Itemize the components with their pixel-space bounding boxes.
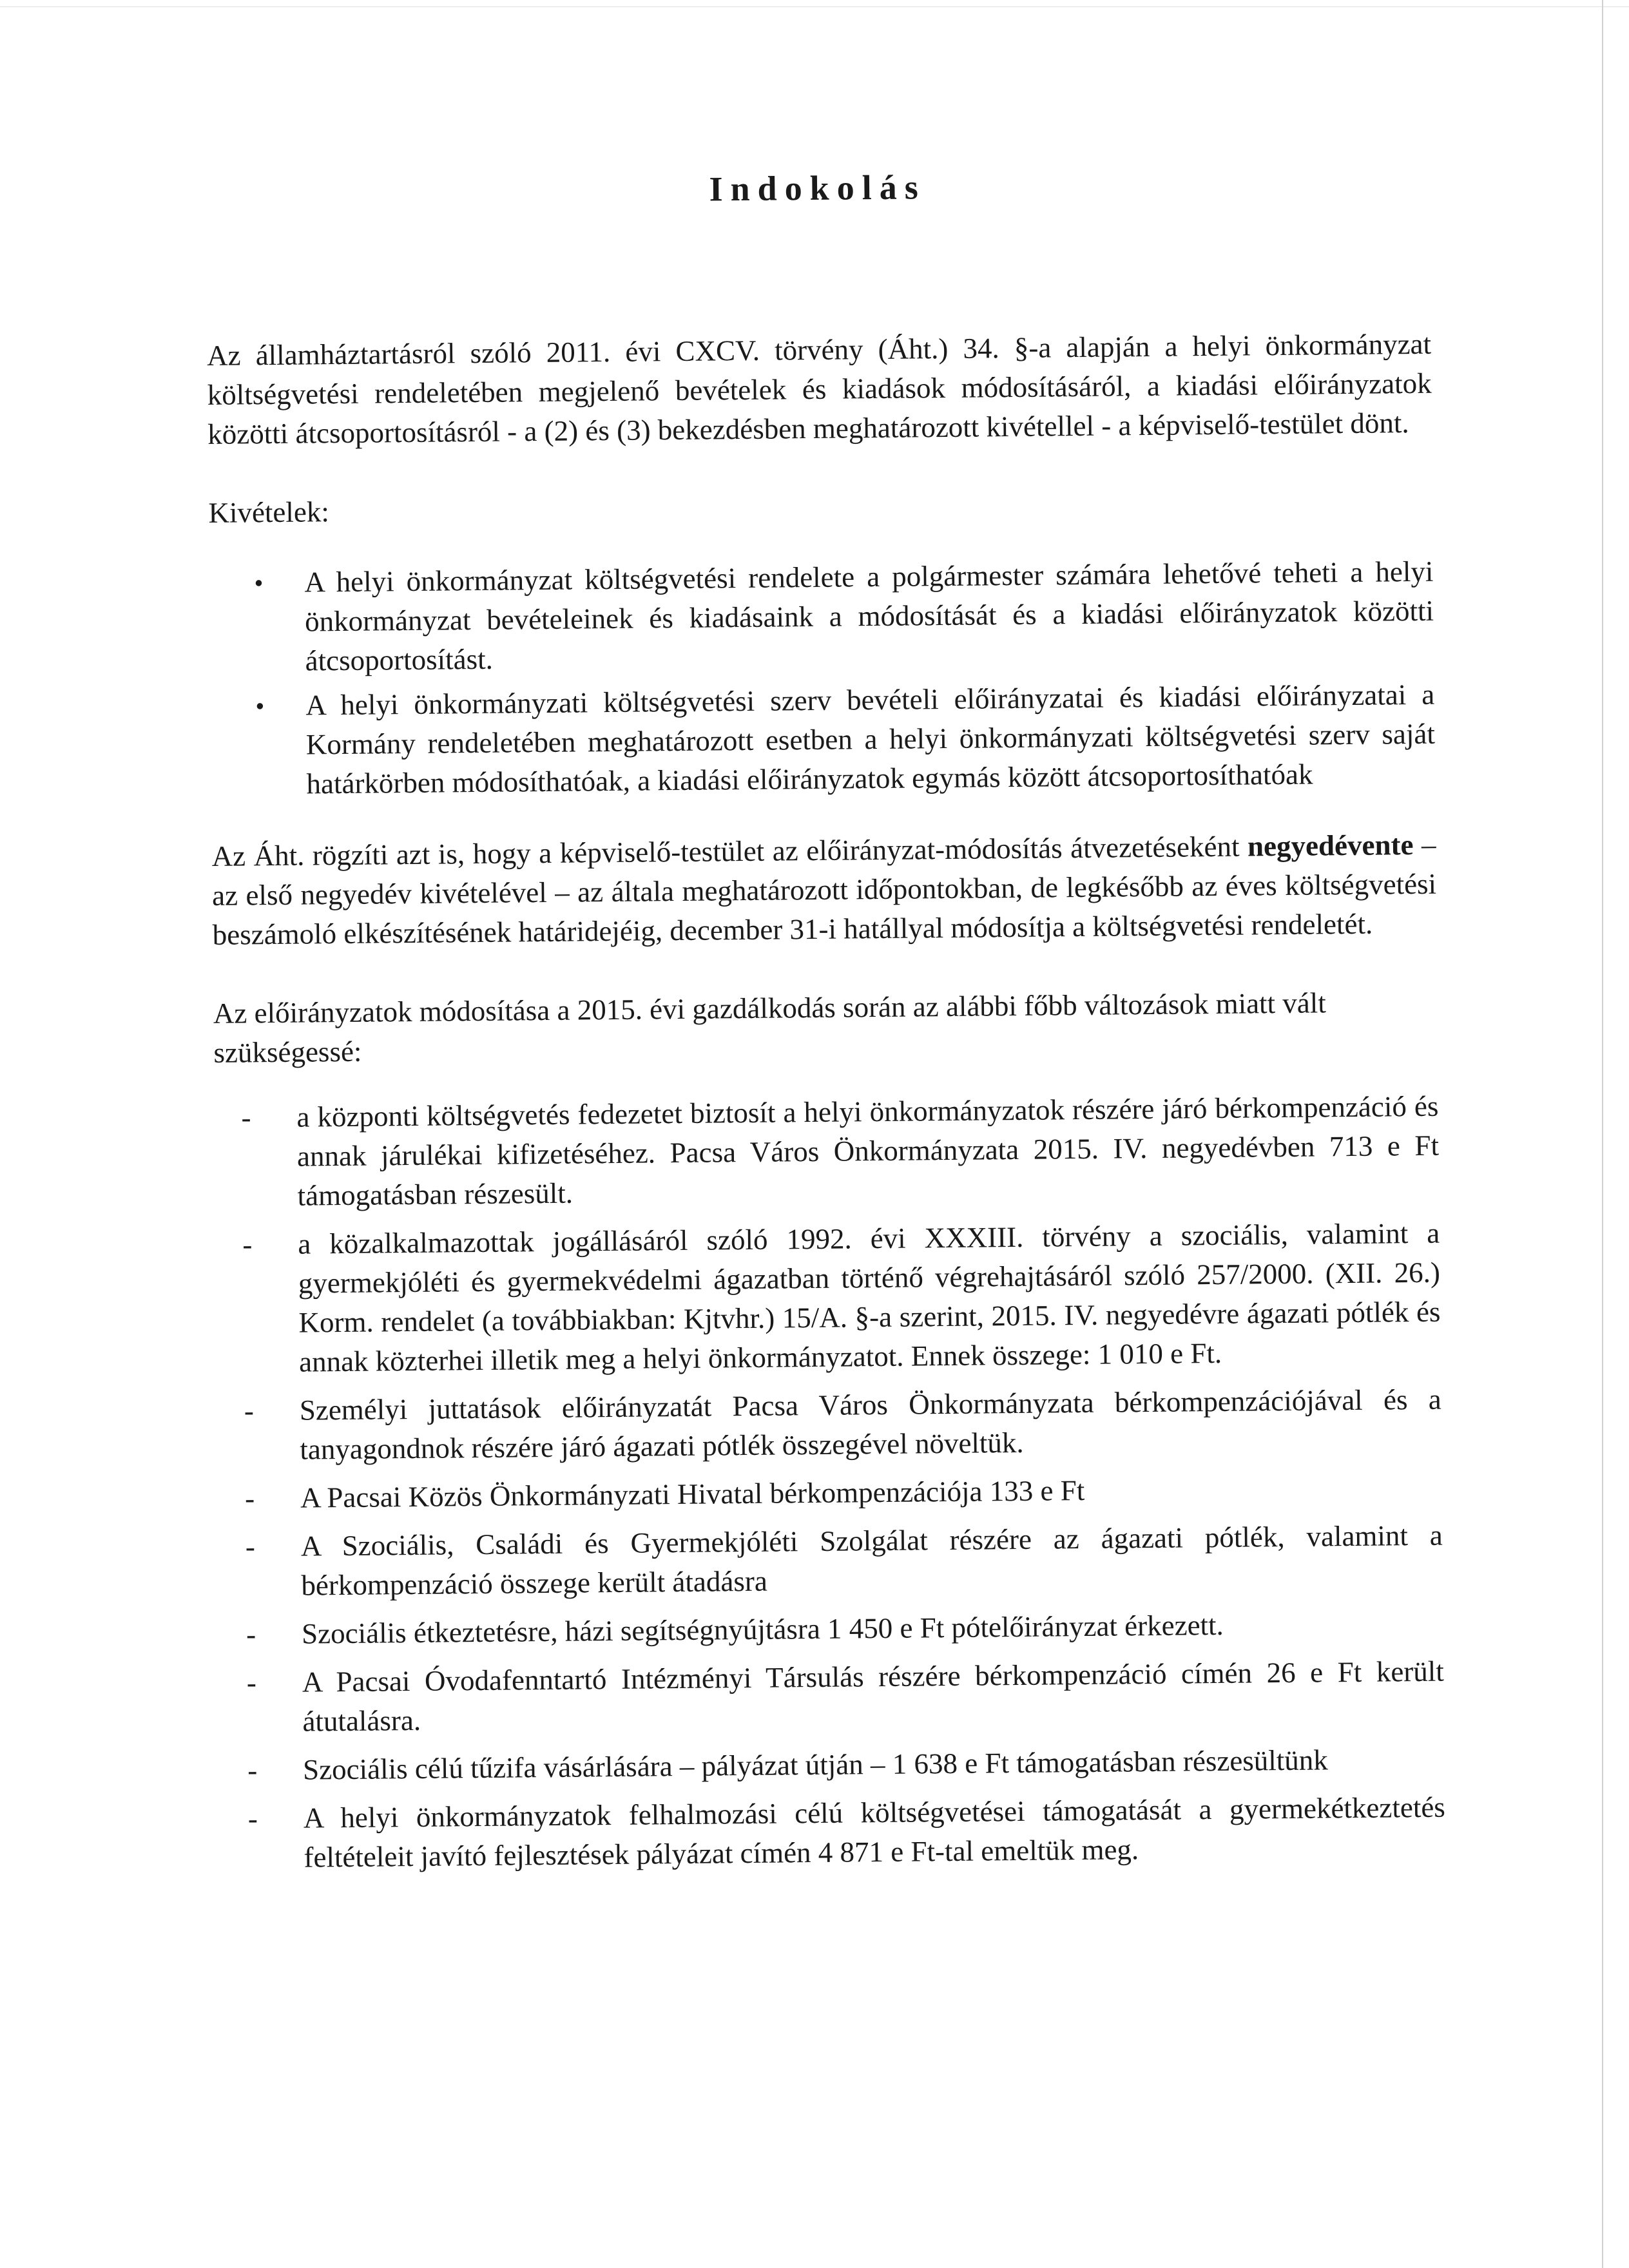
change-text: a közalkalmazottak jogállásáról szóló 1992. évi XXXIII. törvény a szociális, valamint a gyermekjóléti és gyermekvédelmi ágazatban történő végrehajtásáról szóló 257/2000. (XII. 26.) Korm. rendelet (a továbbiakban: Kjtvhr.) 15/A. §-a szerint, 2015. IV. negyedévre ágazati pótlék és annak közterhei illetik meg a helyi önkormányzatot. Ennek összege: 1 010 e Ft. <box>298 1216 1441 1378</box>
list-item <box>215 1214 1441 1383</box>
list-item <box>220 1652 1445 1742</box>
scan-edge-top <box>0 6 1629 7</box>
changes-list <box>214 1087 1446 1878</box>
dash-marker: - <box>241 1101 251 1134</box>
list-item <box>209 552 1434 682</box>
exceptions-label: Kivételek: <box>208 495 330 529</box>
list-item <box>214 1087 1440 1216</box>
list-item <box>218 1468 1442 1519</box>
change-text: A Pacsai Közös Önkormányzati Hivatal bérkompenzációja 133 e Ft <box>300 1474 1085 1514</box>
bullet-marker: • <box>254 568 264 598</box>
quarterly-text-before: Az Áht. rögzíti azt is, hogy a képviselő-testület az előirányzat-módosítás átvezetéseként <box>211 830 1248 872</box>
quarterly-text-after: – az első negyedév kivételével – az általa meghatározott időpontokban, de legkésőbb az éves költségvetési beszámoló elkészítésének határidejéig, december 31-i hatállyal módosítja a költségvetési rendeletét. <box>211 828 1437 951</box>
quarterly-bold-term: negyedévente <box>1247 829 1414 863</box>
dash-marker: - <box>246 1618 256 1651</box>
change-text: a központi költségvetés fedezetet biztosít a helyi önkormányzatok részére járó bérkompenzáció és annak járulékai kifizetéséhez. Pacsa Város Önkormányzata 2015. IV. negyedévben 713 e Ft támogatásban részesült. <box>296 1090 1440 1212</box>
list-item <box>217 1380 1442 1470</box>
change-text: A Szociális, Családi és Gyermekjóléti Szolgálat részére az ágazati pótlék, valamint a bérkompenzáció összege került átadásra <box>300 1519 1443 1602</box>
dash-marker: - <box>247 1754 258 1787</box>
list-item <box>219 1604 1443 1655</box>
change-text: Személyi juttatások előirányzatát Pacsa Város Önkormányzata bérkompenzációjával és a tanyagondnok részére járó ágazati pótlék összegével növeltük. <box>299 1383 1441 1466</box>
document-body <box>205 137 1446 1887</box>
dash-marker: - <box>247 1802 258 1835</box>
scan-edge-right <box>1602 0 1603 2268</box>
exceptions-list <box>209 552 1436 805</box>
bullet-marker: • <box>255 691 265 721</box>
quarterly-paragraph <box>211 825 1437 955</box>
change-text: Szociális célú tűzifa vásárlására – pályázat útján – 1 638 e Ft támogatásban részesültünk <box>302 1744 1329 1786</box>
intro-paragraph: Az államháztartásról szóló 2011. évi CXCV. törvény (Áht.) 34. §-a alapján a helyi önkormányzat költségvetési rendeletében megjelenő bevételek és kiadások módosításáról, a kiadási előirányzatok közötti átcsoportosításról - a (2) és (3) bekezdésben meghatározott kivétellel - a képviselő-testület dönt. <box>206 327 1432 450</box>
list-item <box>220 1740 1445 1791</box>
document-title: Indokolás <box>709 168 926 209</box>
dash-marker: - <box>246 1666 257 1699</box>
change-text: A helyi önkormányzatok felhalmozási célú költségvetései támogatását a gyermekétkeztetés feltételeit javító fejlesztések pályázat címén 4 871 e Ft-tal emeltük meg. <box>303 1791 1446 1874</box>
dash-marker: - <box>242 1228 253 1261</box>
dash-marker: - <box>245 1530 256 1563</box>
changes-intro-paragraph: Az előirányzatok módosítása a 2015. évi gazdálkodás során az alábbi főbb változások miatt vált szükségessé: <box>213 986 1327 1069</box>
change-text: Szociális étkeztetésre, házi segítségnyújtásra 1 450 e Ft pótelőirányzat érkezett. <box>301 1608 1224 1650</box>
list-item <box>218 1516 1443 1606</box>
dash-marker: - <box>244 1482 255 1515</box>
dash-marker: - <box>244 1394 255 1427</box>
exception-text: A helyi önkormányzat költségvetési rendelete a polgármester számára lehetővé teheti a helyi önkormányzat bevételeinek és kiadásaink a módosítását és a kiadási előirányzatok közötti átcsoportosítást. <box>304 555 1434 677</box>
list-item <box>221 1788 1446 1878</box>
list-item <box>210 675 1436 805</box>
change-text: A Pacsai Óvodafenntartó Intézményi Társulás részére bérkompenzáció címén 26 e Ft került átutalásra. <box>302 1655 1445 1738</box>
exception-text: A helyi önkormányzati költségvetési szerv bevételi előirányzatai és kiadási előirányzatai a Kormány rendeletében meghatározott esetben a helyi önkormányzati költségvetési szerv saját határkörben módosíthatóak, a kiadási előirányzatok egymás között átcsoportosíthatóak <box>305 678 1436 800</box>
